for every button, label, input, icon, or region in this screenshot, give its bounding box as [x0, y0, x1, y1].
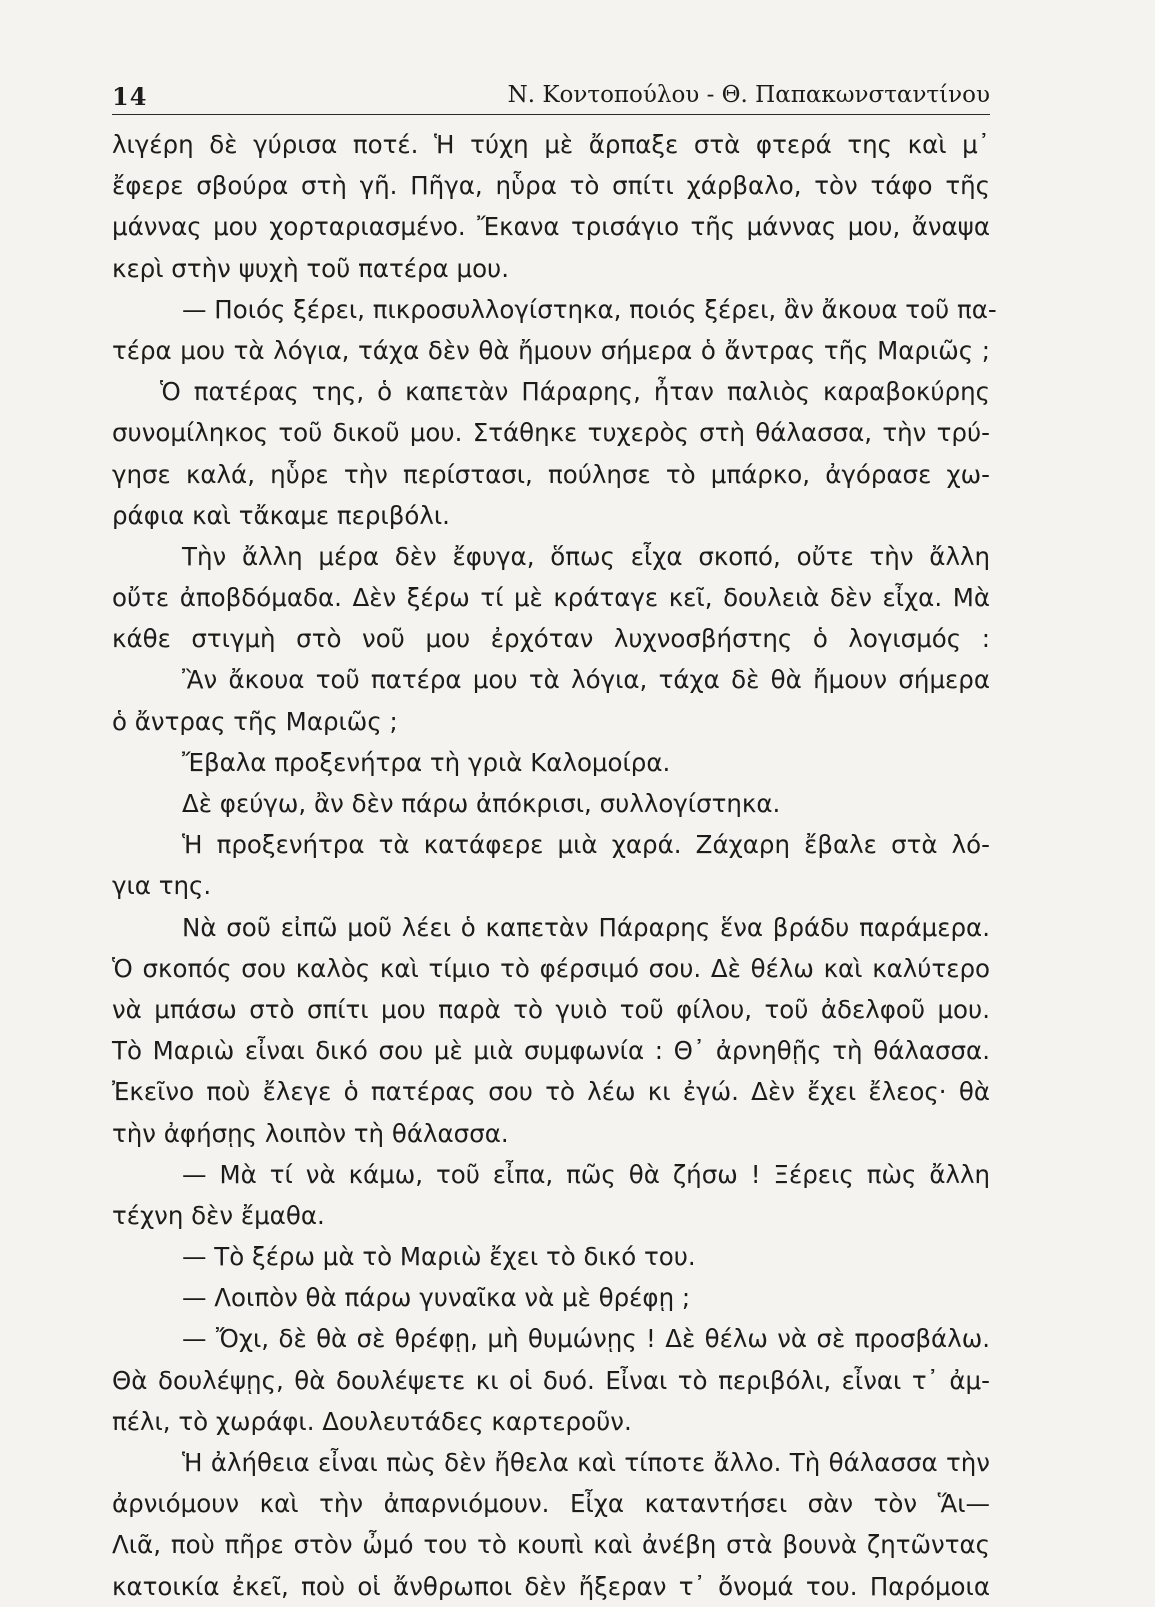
running-head: Ν. Κοντοπούλου - Θ. Παπακωνσταντίνου	[507, 82, 990, 108]
text-line: — Τὸ ξέρω μὰ τὸ Μαριὼ ἔχει τὸ δικό του.	[182, 1242, 696, 1272]
text-line: τὴν ἀφήσῃς λοιπὸν τὴ θάλασσα.	[112, 1118, 509, 1148]
text-line: κερὶ στὴν ψυχὴ τοῦ πατέρα μου.	[112, 253, 510, 283]
text-line: Ἡ προξενήτρα τὰ κατάφερε μιὰ χαρά. Ζάχαρη ἔβαλε στὰ λό-	[182, 830, 990, 860]
text-line: ὁ ἄντρας τῆς Μαριῶς ;	[112, 706, 398, 736]
text-line: Δὲ φεύγω, ἂν δὲν πάρω ἀπόκρισι, συλλογίστηκα.	[182, 789, 781, 818]
text-line: — Μὰ τί νὰ κάμω, τοῦ εἶπα, πῶς θὰ ζήσω ! Ξέρεις πὼς ἄλλη	[182, 1159, 990, 1189]
text-line: — Λοιπὸν θὰ πάρω γυναῖκα νὰ μὲ θρέφῃ ;	[182, 1283, 691, 1313]
text-line: — Ὄχι, δὲ θὰ σὲ θρέφῃ, μὴ θυμώνῃς ! Δὲ θέλω νὰ σὲ προσβάλω.	[182, 1324, 990, 1354]
text-line: ἀρνιόμουν καὶ τὴν ἀπαρνιόμουν. Εἶχα καταντήσει σὰν τὸν Ἅι—	[112, 1489, 990, 1519]
page-number: 14	[112, 82, 148, 111]
body-text	[112, 124, 997, 1607]
page-header	[112, 78, 990, 115]
text-line: — Ποιός ξέρει, πικροσυλλογίστηκα, ποιός ξέρει, ἂν ἄκουα τοῦ πα-	[182, 294, 997, 324]
text-line: για της.	[112, 871, 212, 901]
text-line: λιγέρη δὲ γύρισα ποτέ. Ἡ τύχη μὲ ἄρπαξε στὰ φτερά της καὶ μ᾽	[112, 130, 990, 159]
text-line: Τὴν ἄλλη μέρα δὲν ἔφυγα, ὅπως εἶχα σκοπό, οὔτε τὴν ἄλλη	[182, 541, 990, 571]
text-line: Ὁ σκοπός σου καλὸς καὶ τίμιο τὸ φέρσιμό σου. Δὲ θέλω καὶ καλύτερο	[112, 953, 990, 983]
text-line: Ἂν ἄκουα τοῦ πατέρα μου τὰ λόγια, τάχα δὲ θὰ ἤμουν σήμερα	[182, 665, 990, 695]
text-line: συνομίληκος τοῦ δικοῦ μου. Στάθηκε τυχερὸς στὴ θάλασσα, τὴν τρύ-	[112, 418, 990, 448]
text-line: Τὸ Μαριὼ εἶναι δικό σου μὲ μιὰ συμφωνία : Θ᾽ ἀρνηθῇς τὴ θάλασσα.	[112, 1036, 990, 1066]
text-line: ἔφερε σβούρα στὴ γῆ. Πῆγα, ηὗρα τὸ σπίτι χάρβαλο, τὸν τάφο τῆς	[112, 171, 990, 201]
text-line: Ἡ ἀλήθεια εἶναι πὼς δὲν ἤθελα καὶ τίποτε ἄλλο. Τὴ θάλασσα τὴν	[182, 1448, 990, 1477]
text-line: νὰ μπάσω στὸ σπίτι μου παρὰ τὸ γυιὸ τοῦ φίλου, τοῦ ἀδελφοῦ μου.	[112, 994, 990, 1024]
text-line: τέχνη δὲν ἔμαθα.	[112, 1200, 325, 1230]
text-line: Θὰ δουλέψῃς, θὰ δουλέψετε κι οἱ δυό. Εἶναι τὸ περιβόλι, εἶναι τ᾽ ἀμ-	[112, 1365, 990, 1395]
text-line: κάθε στιγμὴ στὸ νοῦ μου ἐρχόταν λυχνοσβήστης ὁ λογισμός :	[112, 624, 990, 654]
text-line: Λιᾶ, ποὺ πῆρε στὸν ὦμό του τὸ κουπὶ καὶ ἀνέβη στὰ βουνὰ ζητῶντας	[112, 1530, 990, 1560]
text-line: κατοικία ἐκεῖ, ποὺ οἱ ἄνθρωποι δὲν ἤξεραν τ᾽ ὄνομά του. Παρόμοια	[112, 1571, 990, 1601]
text-line: Νὰ σοῦ εἰπῶ μοῦ λέει ὁ καπετὰν Πάραρης ἕνα βράδυ παράμερα.	[182, 912, 990, 942]
text-line: γησε καλά, ηὗρε τὴν περίστασι, πούλησε τὸ μπάρκο, ἀγόρασε χω-	[112, 459, 990, 489]
text-line: οὔτε ἀποβδόμαδα. Δὲν ξέρω τί μὲ κράταγε κεῖ, δουλειὰ δὲν εἶχα. Μὰ	[112, 583, 990, 613]
text-line: μάννας μου χορταριασμένο. Ἔκανα τρισάγιο τῆς μάννας μου, ἄναψα	[112, 212, 990, 242]
text-line: Ὁ πατέρας της, ὁ καπετὰν Πάραρης, ἦταν παλιὸς καραβοκύρης	[160, 377, 990, 407]
text-line: πέλι, τὸ χωράφι. Δουλευτάδες καρτεροῦν.	[112, 1406, 632, 1436]
text-line: Ἐκεῖνο ποὺ ἔλεγε ὁ πατέρας σου τὸ λέω κι ἐγώ. Δὲν ἔχει ἔλεος· θὰ	[112, 1077, 990, 1107]
text-line: τέρα μου τὰ λόγια, τάχα δὲν θὰ ἤμουν σήμερα ὁ ἄντρας τῆς Μαριῶς ;	[112, 335, 990, 365]
text-line: Ἔβαλα προξενήτρα τὴ γριὰ Καλομοίρα.	[182, 747, 671, 777]
text-line: ράφια καὶ τἄκαμε περιβόλι.	[112, 500, 450, 530]
